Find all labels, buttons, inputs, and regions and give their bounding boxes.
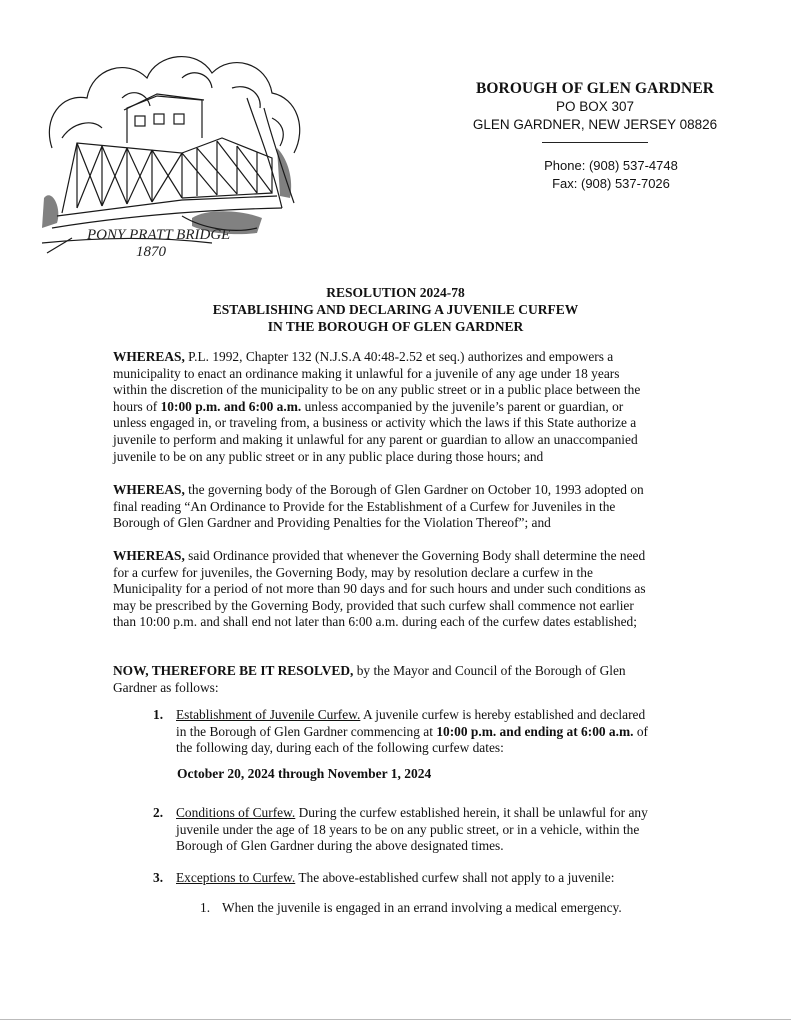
whereas-1-text-b: unless accompanied by the juvenile’s parent or guardian, or unless engaged in, or traveling from, a business or activity which the laws if this State authorize a juvenile to perform and making it unlawful for any parent or guardian to allow an unaccompanied juvenile to be on any public street or in any public place during those hours; and [113,398,638,464]
resolution-number: RESOLUTION 2024-78 [326,285,465,300]
resolved-paragraph [113,663,653,696]
resolution-subject: ESTABLISHING AND DECLARING A JUVENILE CURFEW [212,302,579,317]
whereas-1-text-a: P.L. 1992, Chapter 132 (N.J.S.A 40:48-2.52 et seq.) authorizes and empowers a municipality to enact an ordinance making it unlawful for a juvenile of any age under 18 years within the discretion of the municipality to be on any public street or in a public place between the hours of [113,349,641,414]
whereas-paragraph-1 [113,349,653,465]
whereas-3-text: said Ordinance provided that whenever the Governing Body shall determine the need for a curfew for juveniles, the Governing Body, may by resolution declare a curfew in the Municipality for a period of not more than 90 days and for such hours and under such conditions as may be prescribed by the Governing Body, provided that such curfew shall commence not earlier than 10:00 p.m. and shall end not later than 6:00 a.m. during each of the curfew dates established; [113,548,646,630]
item-number: 2. [153,805,164,820]
item-text-a: A juvenile curfew is hereby established and declared in the Borough of Glen Gardner commencing at [176,707,646,739]
curfew-dates: October 20, 2024 through November 1, 2024 [177,766,432,781]
page-bottom-edge [0,1019,791,1020]
logo-year: 1870 [136,244,166,260]
whereas-2-text: the governing body of the Borough of Glen Gardner on October 10, 1993 adopted on final reading “An Ordinance to Provide for the Establishment of a Curfew for Juveniles in the Borough of Glen Gardner and Providing Penalties for the Violation Thereof”; and [113,482,644,531]
item-number: 3. [153,870,164,885]
item-text: During the curfew established herein, it shall be unlawful for any juvenile under the age of 18 years to be on any public street, or in a vehicle, within the Borough of Glen Gardner during the above designated times. [176,805,648,854]
fax-number: Fax: (908) 537-7026 [552,176,670,191]
whereas-paragraph-3 [113,548,653,631]
exception-item-1 [200,900,622,916]
phone-number: Phone: (908) 537-4748 [544,158,678,173]
list-item-2 [153,805,658,855]
resolution-title [0,284,791,335]
item-heading: Exceptions to Curfew. [176,870,296,885]
list-item-1 [153,707,658,757]
city-state-zip: GLEN GARDNER, NEW JERSEY 08826 [472,117,718,132]
whereas-keyword: WHEREAS, [113,482,185,497]
item-text: The above-established curfew shall not apply to a juvenile: [295,870,615,885]
whereas-paragraph-2 [113,482,653,532]
resolution-location: IN THE BOROUGH OF GLEN GARDNER [267,319,524,334]
item-heading: Establishment of Juvenile Curfew. [176,707,361,722]
letterhead [455,80,735,193]
letterhead-divider [542,142,648,143]
whereas-keyword: WHEREAS, [113,548,185,563]
curfew-hours: 10:00 p.m. and ending at 6:00 a.m. [436,723,634,739]
resolved-keyword: NOW, THEREFORE BE IT RESOLVED, [113,663,354,678]
resolved-text: by the Mayor and Council of the Borough of Glen Gardner as follows: [113,663,626,695]
po-box: PO BOX 307 [555,99,635,114]
item-number: 1. [153,707,164,722]
item-text-b: of the following day, during each of the following curfew dates: [176,723,648,756]
exception-text: When the juvenile is engaged in an errand involving a medical emergency. [222,900,622,915]
list-item-3 [153,870,658,887]
logo-caption: PONY PRATT BRIDGE [87,227,231,243]
borough-name: BOROUGH OF GLEN GARDNER [475,80,715,97]
item-heading: Conditions of Curfew. [176,805,296,820]
whereas-keyword: WHEREAS, [113,349,185,364]
exception-number: 1. [200,900,211,915]
curfew-hours: 10:00 p.m. and 6:00 a.m. [160,398,302,414]
